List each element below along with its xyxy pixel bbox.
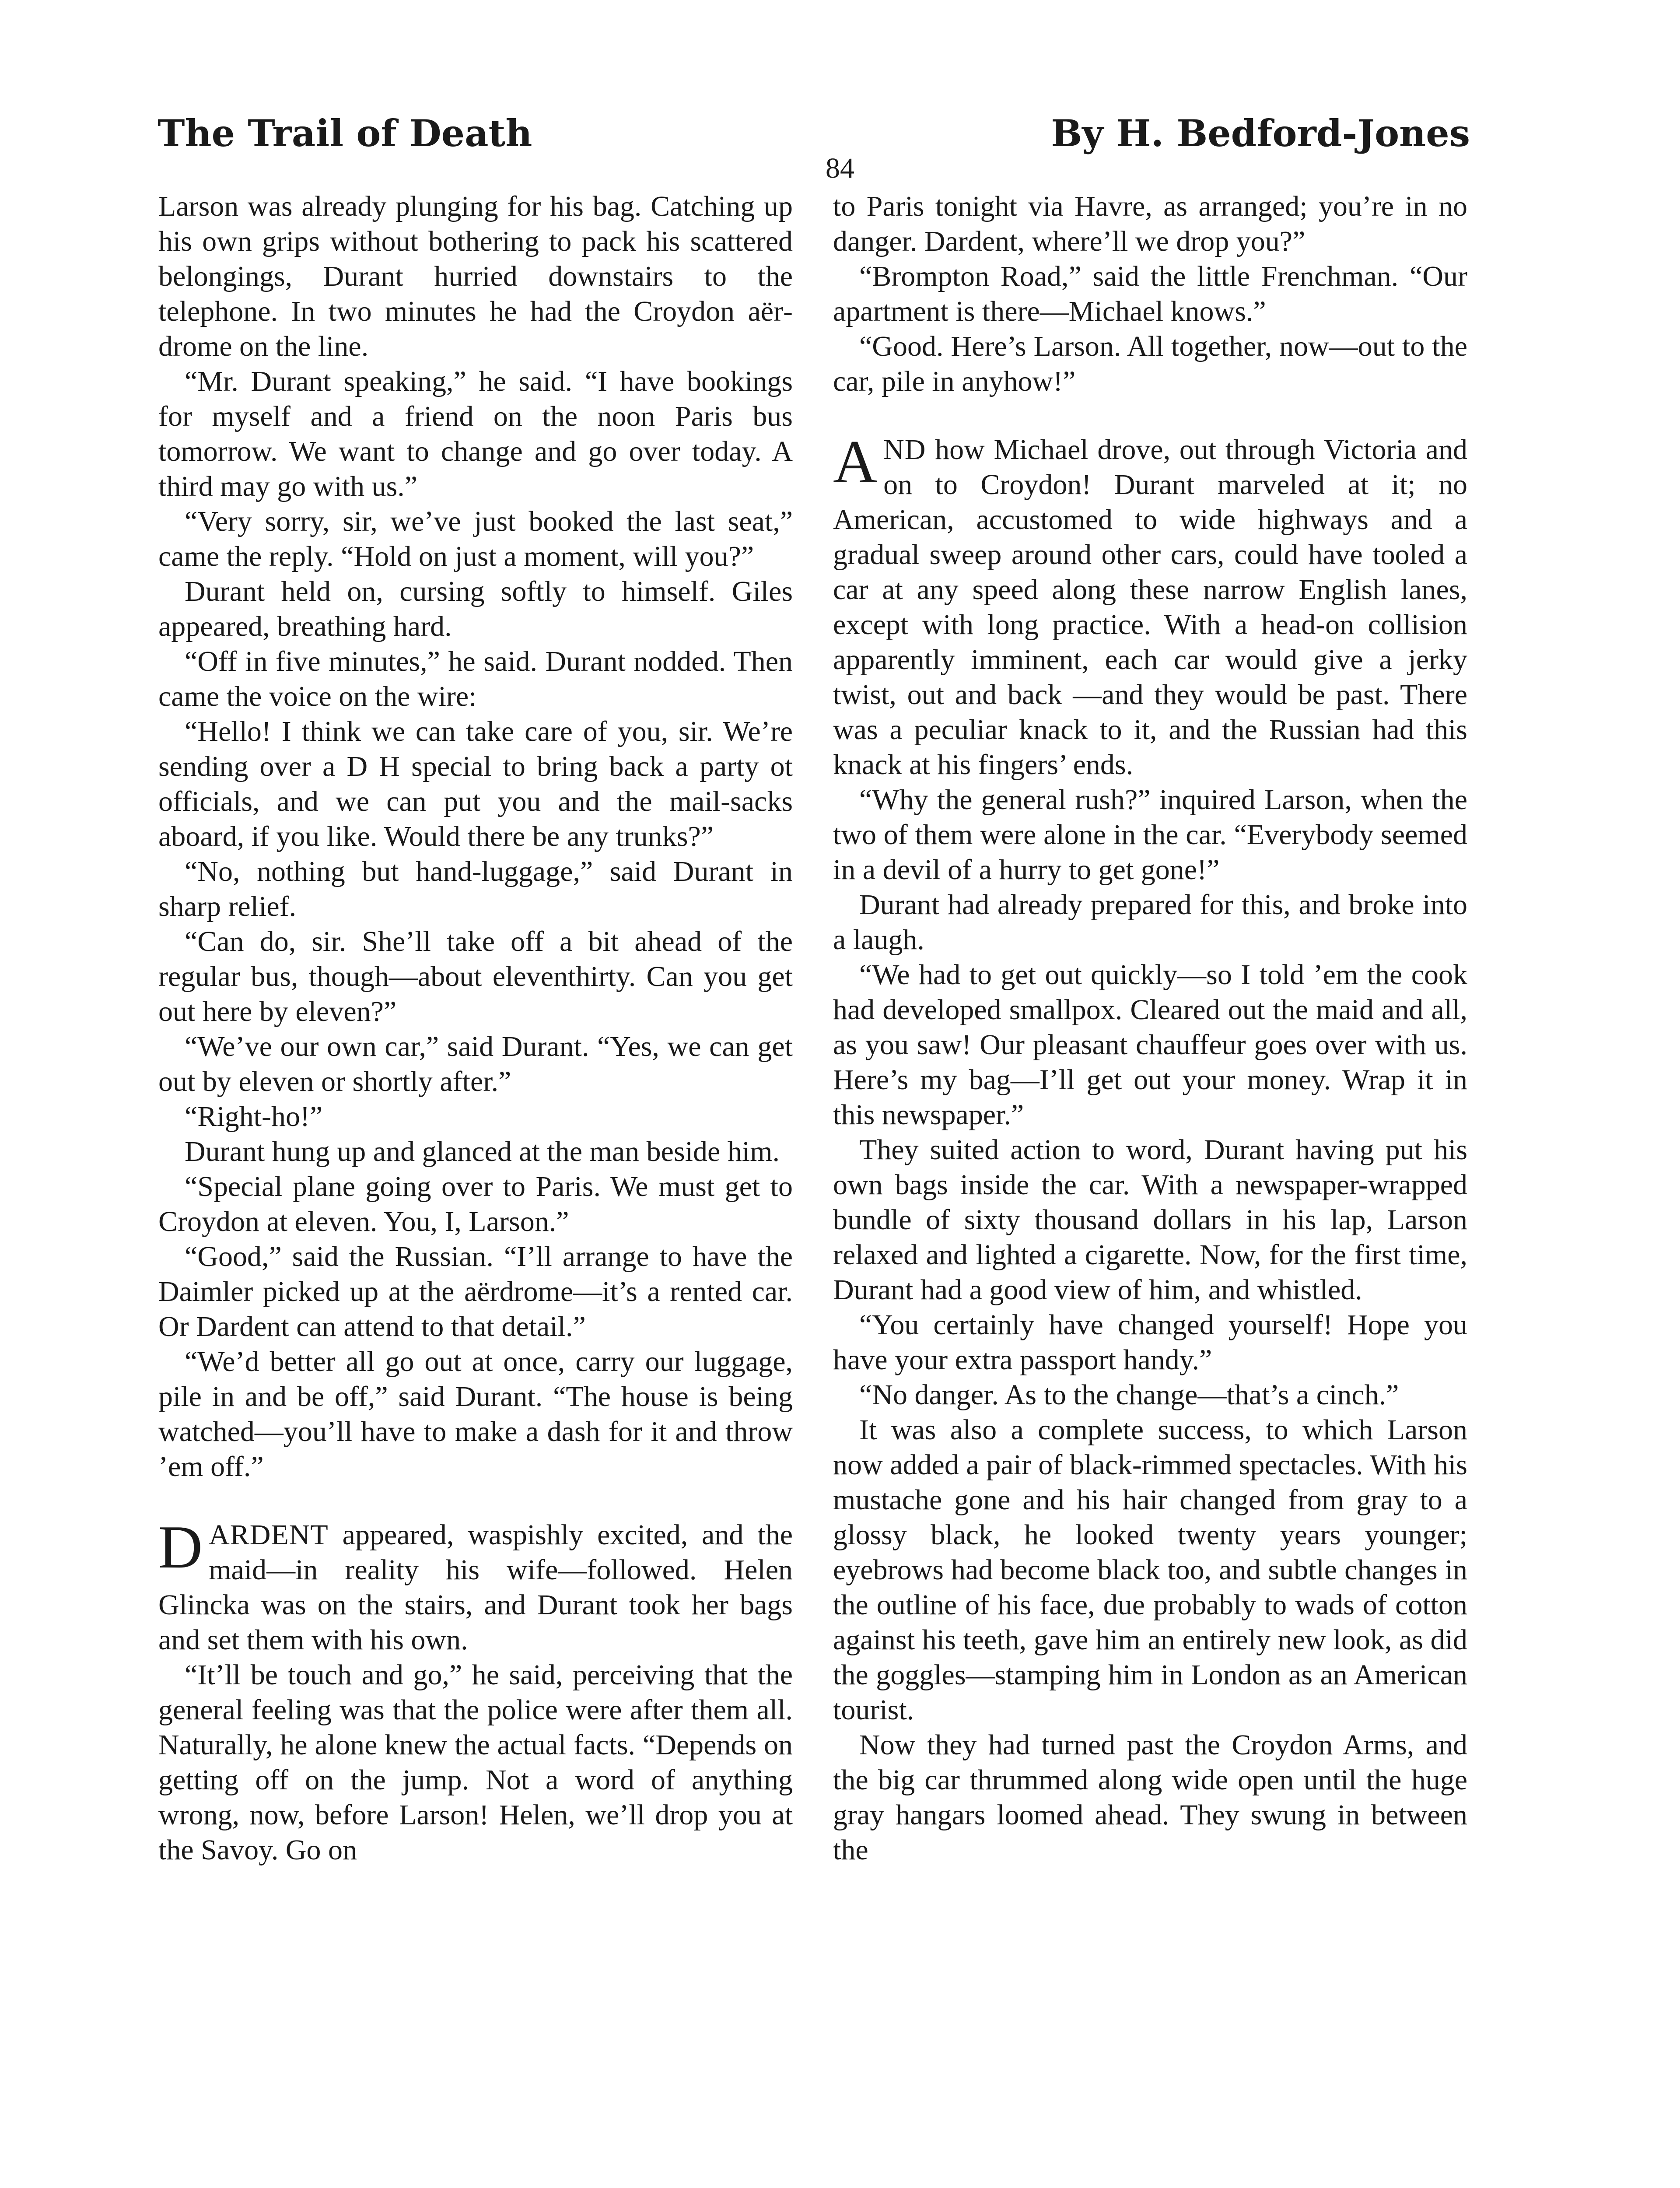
lead-caps: ND [883,434,926,466]
paragraph: to Paris tonight via Havre, as arranged; you’re in no danger. Dardent, where’ll we drop you?” [833,190,1467,257]
paragraph: “You certainly have changed yourself! Hope you have your extra passport handy.” [833,1309,1467,1376]
drop-cap: D [158,1513,203,1581]
paragraph: “Can do, sir. She’ll take off a bit ahead of the regular bus, though—about eleventhirty. Can you get out here by eleven?” [158,926,793,1027]
paragraph: “Brompton Road,” said the little Frenchman. “Our apartment is there—Michael knows.” [833,260,1467,327]
section-break [158,1484,793,1518]
lead-text: how Michael drove, out through Victoria and on to Croydon! Durant marveled at it; no American, accustomed to wide highways and a gradual sweep around other cars, could have tooled a car at any speed along these narrow English lanes, except with long practice. With a head-on collision apparently imminent, each car would give a jerky twist, out and back —and they would be past. There was a peculiar knack to it, and the Russian had this knack at his fingers’ ends. [833,434,1467,781]
paragraph: “Good,” said the Russian. “I’ll arrange to have the Daimler picked up at the aërdrome—it’s a rented car. Or Dardent can attend to that detail.” [158,1241,793,1343]
paragraph: “It’ll be touch and go,” he said, perceiving that the general feeling was that the police were after them all. Naturally, he alone knew the actual facts. “Depends on getting off on the jump. Not a word of anything wrong, now, before Larson! Helen, we’ll drop you at the Savoy. Go on [158,1659,793,1866]
lead-caps: ARDENT [209,1519,329,1551]
paragraph: “Why the general rush?” inquired Larson, when the two of them were alone in the car. “Everybody seemed in a devil of a hurry to get gone!” [833,784,1467,886]
paragraph: “No danger. As to the change—that’s a cinch.” [859,1379,1399,1411]
paragraph: Now they had turned past the Croydon Arms, and the big car thrummed along wide open until the huge gray hangars loomed ahead. They swung in between the [833,1729,1467,1866]
left-column [158,189,793,2188]
story-author: By H. Bedford-Jones [1051,112,1470,155]
paragraph: “Off in five minutes,” he said. Durant nodded. Then came the voice on the wire: [158,645,793,712]
drop-cap: A [833,428,878,496]
story-title: The Trail of Death [158,112,532,155]
section-lead-paragraph [158,1513,793,1658]
paragraph: “Right-ho!” [185,1101,323,1133]
paragraph: Durant held on, cursing softly to himself. Giles appeared, breathing hard. [158,575,793,642]
page-header [158,109,1470,158]
paragraph: “No, nothing but hand-luggage,” said Durant in sharp relief. [158,856,793,922]
lead-text: appeared, waspishly excited, and the maid—in reality his wife—followed. Helen Glincka was on the stairs, and Durant took her bags and set them with his own. [158,1519,793,1656]
paragraph: “Good. Here’s Larson. All together, now—out to the car, pile in anyhow!” [833,330,1467,397]
section-break [833,399,1467,432]
section-lead-paragraph [833,428,1467,782]
right-column [833,189,1467,2188]
paragraph: They suited action to word, Durant having put his own bags inside the car. With a newspaper-wrapped bundle of sixty thousand dollars in his lap, Larson relaxed and lighted a cigarette. Now, for the first time, Durant had a good view of him, and whistled. [833,1134,1467,1306]
paragraph: “Special plane going over to Paris. We must get to Croydon at eleven. You, I, Larson.” [158,1171,793,1238]
paragraph: Larson was already plunging for his bag. Catching up his own grips without bothering to pack his scattered belongings, Durant hurried downstairs to the telephone. In two minutes he had the Croydon aërdrome on the line. [158,190,793,362]
paragraph: “We’d better all go out at once, carry our luggage, pile in and be off,” said Durant. “The house is being watched—you’ll have to make a dash for it and throw ’em off.” [158,1346,793,1483]
paragraph: It was also a complete success, to which Larson now added a pair of black-rimmed spectacles. With his mustache gone and his hair changed from gray to a glossy black, he looked twenty years younger; eyebrows had become black too, and subtle changes in the outline of his face, due probably to wads of cotton against his teeth, gave him an entirely new look, as did the goggles—stamping him in London as an American tourist. [833,1414,1467,1726]
paragraph: “Mr. Durant speaking,” he said. “I have bookings for myself and a friend on the noon Paris bus tomorrow. We want to change and go over today. A third may go with us.” [158,365,793,502]
paragraph: “Very sorry, sir, we’ve just booked the last seat,” came the reply. “Hold on just a moment, will you?” [158,505,793,572]
paragraph: Durant had already prepared for this, and broke into a laugh. [833,889,1467,956]
paragraph: “We’ve our own car,” said Durant. “Yes, we can get out by eleven or shortly after.” [158,1031,793,1098]
paragraph: Durant hung up and glanced at the man beside him. [185,1136,780,1168]
page-number: 84 [826,152,854,184]
paragraph: “Hello! I think we can take care of you, sir. We’re sending over a D H special to bring back a party ot officials, and we can put you and the mail-sacks aboard, if you like. Would there be any trunks?” [158,715,793,852]
paragraph: “We had to get out quickly—so I told ’em the cook had developed smallpox. Cleared out the maid and all, as you saw! Our pleasant chauffeur goes over with us. Here’s my bag—I’ll get out your money. Wrap it in this newspaper.” [833,959,1467,1131]
